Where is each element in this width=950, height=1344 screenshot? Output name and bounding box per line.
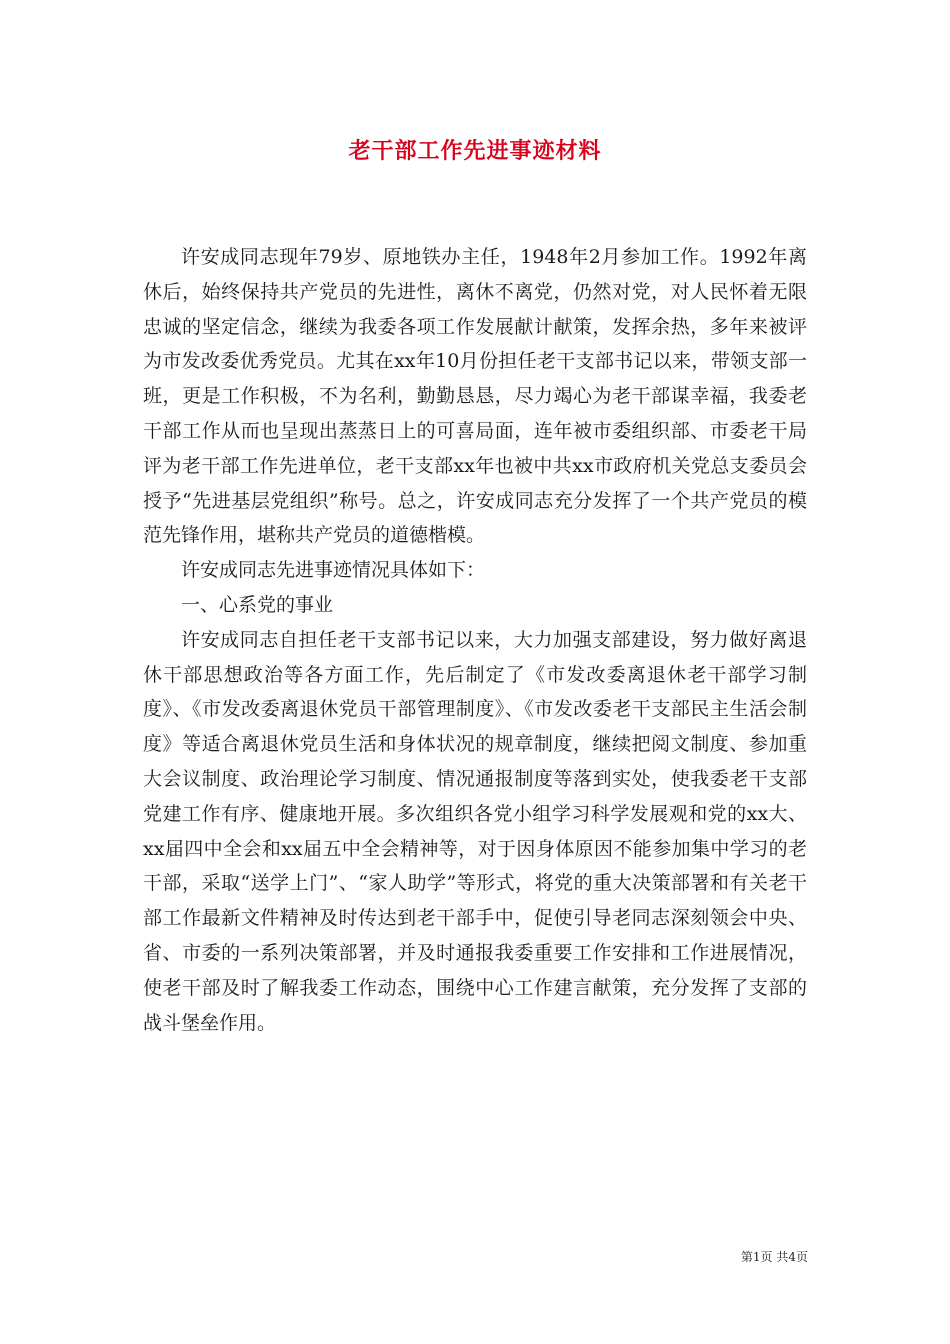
intro-paragraph: 许安成同志现年79岁、原地铁办主任，1948年2月参加工作。1992年离休后，始终保持共产党员的先进性，离休不离党，仍然对党，对人民怀着无限忠诚的坚定信念，继续为我委各项工作发展献计献策，发挥余热，多年来被评为市发改委优秀党员。尤其在xx年10月份担任老干支部书记以来，带领支部一班，更是工作积极，不为名利，勤勤恳恳，尽力竭心为老干部谋幸福，我委老干部工作从而也呈现出蒸蒸日上的可喜局面，连年被市委组织部、市委老干局评为老干部工作先进单位，老干支部xx年也被中共xx市政府机关党总支委员会授予“先进基层党组织”称号。总之，许安成同志充分发挥了一个共产党员的模范先锋作用，堪称共产党员的道德楷模。 (143, 246, 807, 547)
page-number-footer: 第1页 共4页 (740, 1250, 808, 1264)
section-paragraph: 许安成同志自担任老干支部书记以来，大力加强支部建设，努力做好离退休干部思想政治等各方面工作，先后制定了《市发改委离退休老干部学习制度》、《市发改委离退休党员干部管理制度》、《市发改委老干支部民主生活会制度》等适合离退休党员生活和身体状况的规章制度，继续把阅文制度、参加重大会议制度、政治理论学习制度、情况通报制度等落到实处，使我委老干支部党建工作有序、健康地开展。多次组织各党小组学习科学发展观和党的xx大、xx届四中全会和xx届五中全会精神等，对于因身体原因不能参加集中学习的老干部，采取“送学上门”、“家人助学”等形式，将党的重大决策部署和有关老干部工作最新文件精神及时传达到老干部手中，促使引导老同志深刻领会中央、省、市委的一系列决策部署，并及时通报我委重要工作安排和工作进展情况，使老干部及时了解我委工作动态，围绕中心工作建言献策，充分发挥了支部的战斗堡垒作用。 (143, 628, 807, 1034)
document-body (143, 240, 807, 1040)
details-intro-paragraph: 许安成同志先进事迹情况具体如下： (181, 559, 486, 582)
document-title: 老干部工作先进事迹材料 (348, 138, 602, 164)
section-heading: 一、心系党的事业 (181, 593, 334, 616)
